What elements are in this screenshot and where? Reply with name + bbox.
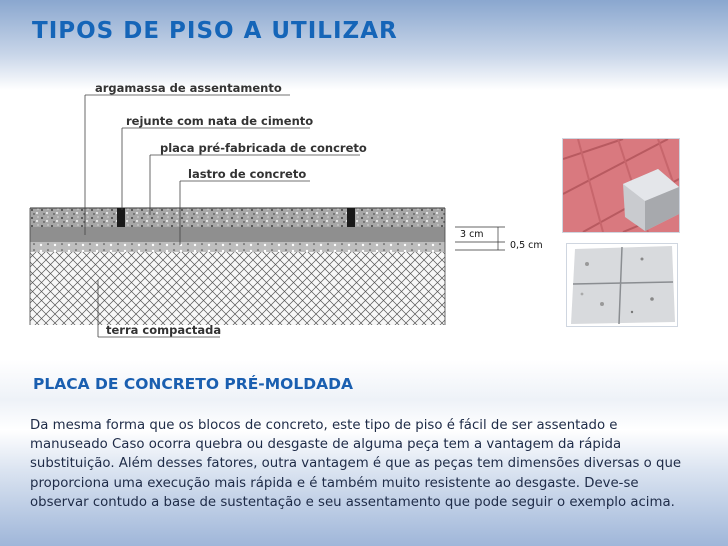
dimension-bottom: 0,5 cm — [510, 240, 543, 251]
grout-joint — [117, 208, 125, 227]
concrete-plate — [30, 208, 445, 227]
grout-joint — [347, 208, 355, 227]
label-lastro: lastro de concreto — [188, 167, 307, 181]
grey-slab-photo — [566, 243, 678, 327]
mortar-layer — [30, 227, 445, 242]
label-mortar: argamassa de assentamento — [95, 81, 282, 95]
label-plate: placa pré-fabricada de concreto — [160, 141, 367, 155]
slide-title: TIPOS DE PISO A UTILIZAR — [32, 18, 398, 44]
soil-layer — [30, 250, 445, 325]
dimension-top: 3 cm — [460, 229, 484, 240]
floor-section-diagram — [10, 80, 560, 350]
label-soil: terra compactada — [106, 323, 222, 337]
body-paragraph: Da mesma forma que os blocos de concreto, este tipo de piso é fácil de ser assentado e manuseado Caso ocorra quebra ou desgaste de alguma peça tem a vantagem da rápida substituição. Além desses fatores, outra vantagem é que as peças tem dimensões diversas o que proporciona uma execução mais rápida e é também muito resistente ao desgaste. Deve-se observar contudo a base de sustentação e seu assentamento que pode seguir o exemplo acima. — [30, 418, 682, 510]
label-grout: rejunte com nata de cimento — [126, 114, 314, 128]
red-paver-photo — [562, 138, 680, 233]
lastro-layer — [30, 242, 445, 252]
section-subtitle: PLACA DE CONCRETO PRÉ-MOLDADA — [33, 375, 353, 393]
